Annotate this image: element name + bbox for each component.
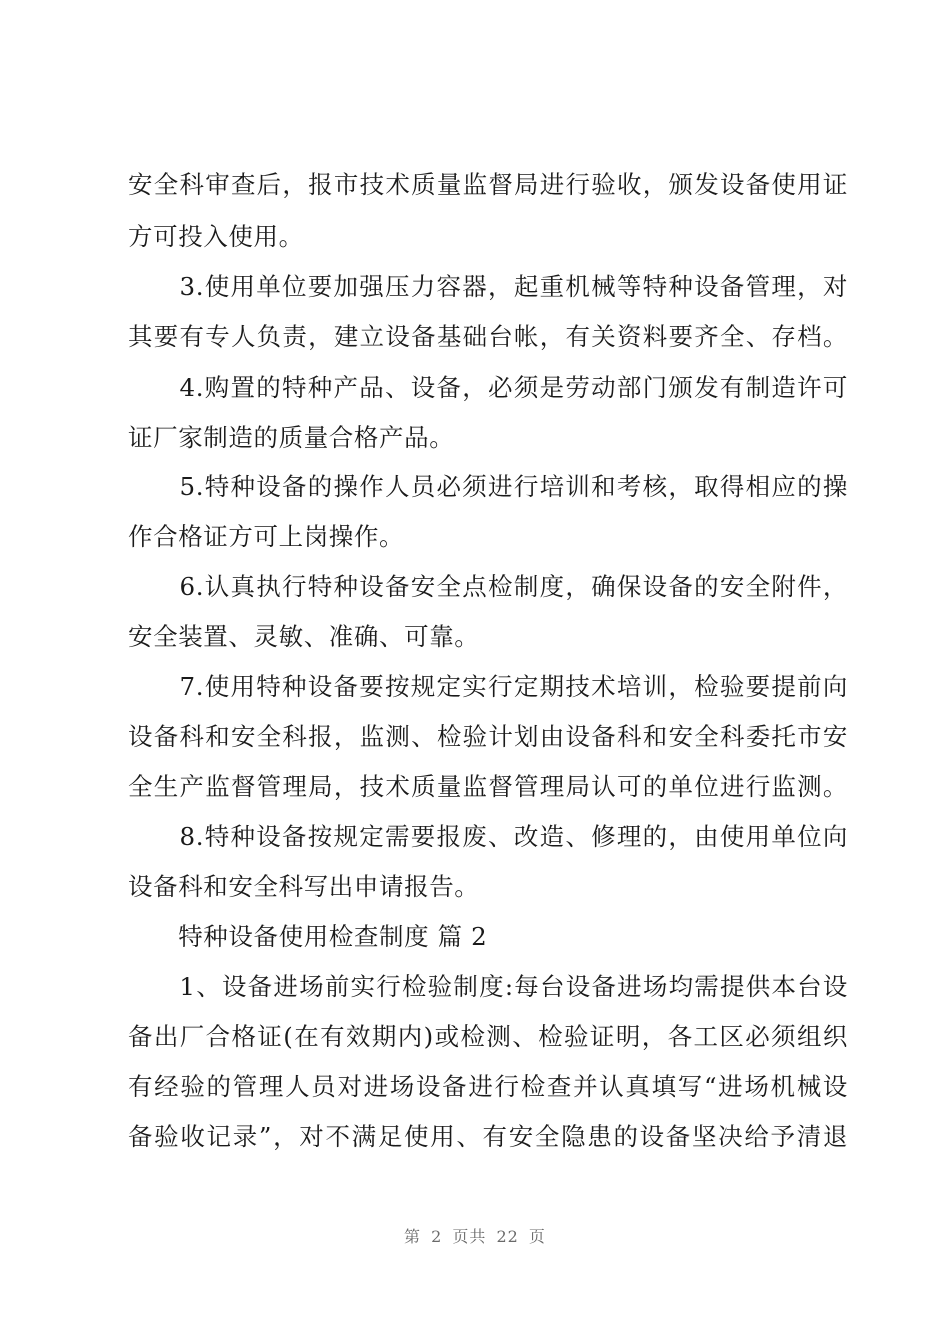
- paragraph-line: 1、设备进场前实行检验制度:每台设备进场均需提供本台设: [128, 972, 848, 1001]
- paragraph-line: 有经验的管理人员对进场设备进行检查并认真填写“进场机械设: [128, 1072, 848, 1101]
- paragraph-line: 安全装置、灵敏、准确、可靠。: [128, 622, 480, 651]
- paragraph-line: 5.特种设备的操作人员必须进行培训和考核，取得相应的操: [128, 472, 848, 501]
- page-number-footer: 第 2 页共 22 页: [404, 1227, 546, 1246]
- paragraph-line: 设备科和安全科报，监测、检验计划由设备科和安全科委托市安: [128, 722, 848, 751]
- paragraph-line: 证厂家制造的质量合格产品。: [128, 423, 455, 452]
- paragraph-line: 作合格证方可上岗操作。: [128, 522, 405, 551]
- paragraph-line: 备出厂合格证(在有效期内)或检测、检验证明，各工区必须组织: [128, 1022, 848, 1051]
- paragraph-line: 全生产监督管理局，技术质量监督管理局认可的单位进行监测。: [128, 772, 848, 801]
- paragraph-line: 4.购置的特种产品、设备，必须是劳动部门颁发有制造许可: [128, 373, 848, 402]
- paragraph-line: 设备科和安全科写出申请报告。: [128, 872, 480, 901]
- paragraph-line: 6.认真执行特种设备安全点检制度，确保设备的安全附件，: [128, 572, 848, 601]
- paragraph-line: 其要有专人负责，建立设备基础台帐，有关资料要齐全、存档。: [128, 322, 848, 351]
- paragraph-line: 8.特种设备按规定需要报废、改造、修理的，由使用单位向: [128, 822, 848, 851]
- paragraph-line: 7.使用特种设备要按规定实行定期技术培训，检验要提前向: [128, 672, 848, 701]
- paragraph-line: 安全科审查后，报市技术质量监督局进行验收，颁发设备使用证: [128, 170, 848, 199]
- paragraph-line: 方可投入使用。: [128, 222, 304, 251]
- section-heading: 特种设备使用检查制度 篇 2: [128, 922, 488, 951]
- paragraph-line: 备验收记录”，对不满足使用、有安全隐患的设备坚决给予清退: [128, 1122, 848, 1151]
- paragraph-line: 3.使用单位要加强压力容器，起重机械等特种设备管理，对: [128, 272, 848, 301]
